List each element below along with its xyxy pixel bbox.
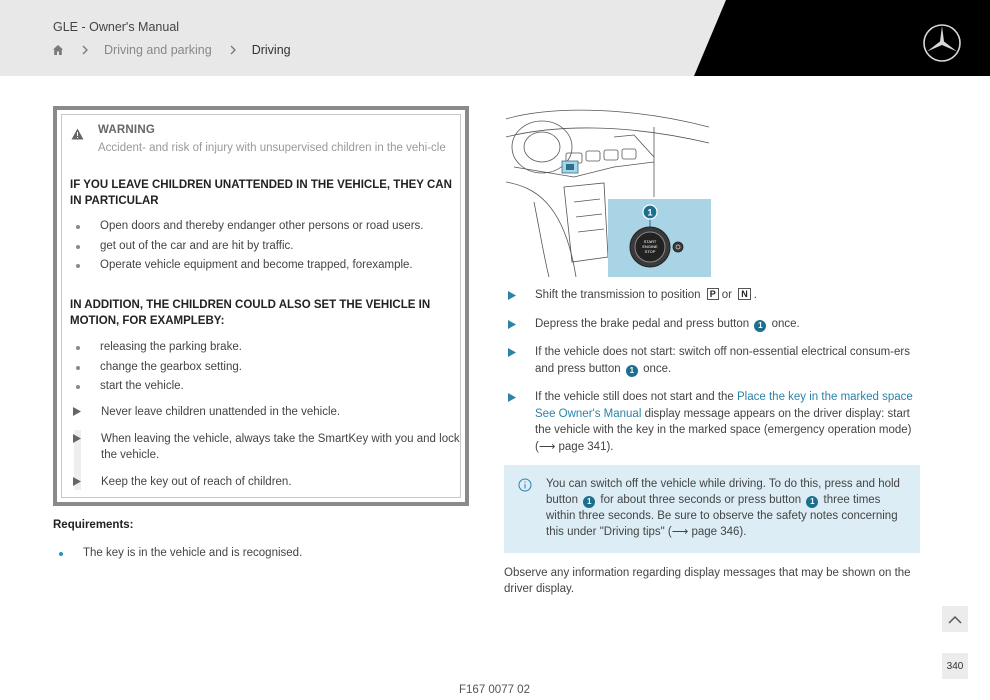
- chevron-up-icon: [948, 615, 962, 624]
- breadcrumb-driving: Driving: [251, 43, 291, 57]
- page-header: [0, 0, 990, 76]
- warning-steps: [70, 404, 460, 501]
- arrow-right-icon: [73, 477, 81, 486]
- bullet-dot-icon: [76, 385, 80, 389]
- figure-callout: 1: [647, 207, 653, 218]
- warning-box: [53, 106, 469, 506]
- transmission-key-p: P: [707, 288, 719, 300]
- info-box: [504, 465, 920, 553]
- callout-number-icon: 1: [806, 496, 818, 508]
- warning-list-2: [70, 338, 460, 397]
- callout-number-icon: 1: [626, 365, 638, 377]
- list-item: releasing the parking brake.: [70, 338, 460, 358]
- bullet-dot-icon: [59, 552, 63, 556]
- callout-number-icon: 1: [583, 496, 595, 508]
- bullet-dot-icon: [76, 245, 80, 249]
- warning-step: When leaving the vehicle, always take the SmartKey with you and lock the vehicle.: [70, 431, 460, 463]
- warning-title: WARNING: [98, 124, 155, 136]
- warning-triangle-icon: [71, 128, 84, 140]
- bullet-dot-icon: [76, 346, 80, 350]
- chevron-right-icon: [226, 43, 240, 57]
- button-label-engine: ENGINE: [642, 244, 658, 249]
- arrow-right-icon: [508, 291, 516, 300]
- bullet-dot-icon: [76, 225, 80, 229]
- warning-heading-2: IN ADDITION, THE CHILDREN COULD ALSO SET THE VEHICLE IN MOTION, FOR EXAMPLEBY:: [70, 299, 431, 327]
- list-item: The key is in the vehicle and is recognised.: [53, 544, 453, 564]
- button-label-stop: STOP: [644, 249, 656, 254]
- instruction-step: Shift the transmission to position P or N .: [505, 287, 923, 304]
- observe-note: Observe any information regarding display messages that may be shown on the driver display.: [504, 567, 911, 595]
- warning-step: Keep the key out of reach of children.: [70, 474, 460, 490]
- figure-caption: F167 0077 02: [459, 684, 530, 696]
- requirements-title: Requirements:: [53, 519, 134, 531]
- arrow-right-icon: [508, 320, 516, 329]
- arrow-right-icon: [73, 407, 81, 416]
- breadcrumb-driving-and-parking[interactable]: Driving and parking: [104, 43, 212, 57]
- instruction-step: Depress the brake pedal and press button 1 once.: [505, 316, 923, 333]
- bullet-dot-icon: [76, 366, 80, 370]
- home-icon[interactable]: [52, 44, 64, 56]
- instruction-step: If the vehicle still does not start and the Place the key in the marked space See Owner's Manual display message appears on the driver display: start the vehicle with the key in the marked space (emergency operation mode) (⟶ page 341).: [505, 389, 923, 455]
- info-icon: [518, 478, 532, 492]
- requirements-list: [53, 544, 453, 564]
- instruction-step: If the vehicle does not start: switch off non-essential electrical consum-ers and press button 1 once.: [505, 344, 923, 377]
- dashboard-start-button-illustration: [504, 107, 711, 277]
- list-item: Open doors and thereby endanger other persons or road users.: [70, 217, 460, 237]
- list-item: change the gearbox setting.: [70, 358, 460, 378]
- document-title: GLE - Owner's Manual: [53, 20, 180, 34]
- warning-step: Never leave children unattended in the vehicle.: [70, 404, 460, 420]
- warning-subtitle: Accident- and risk of injury with unsupervised children in the vehi-cle: [98, 142, 446, 154]
- scroll-to-top-button[interactable]: [942, 606, 968, 632]
- info-text: You can switch off the vehicle while driving. To do this, press and hold button 1 for about three seconds or press button 1 three times within three seconds. Be sure to observe the safety notes concerning this under "Driving tips" (⟶ page 346).: [546, 478, 900, 538]
- arrow-right-icon: [73, 434, 81, 443]
- instruction-steps: [505, 287, 923, 467]
- arrow-right-icon: [508, 393, 516, 402]
- page-number-button[interactable]: 340: [942, 653, 968, 679]
- warning-heading-1: IF YOU LEAVE CHILDREN UNATTENDED IN THE VEHICLE, THEY CAN IN PARTICULAR: [70, 179, 452, 207]
- list-item: start the vehicle.: [70, 377, 460, 397]
- mercedes-star-logo[interactable]: [922, 23, 962, 63]
- warning-list-1: [70, 217, 460, 276]
- list-item: Operate vehicle equipment and become trapped, forexample.: [70, 256, 460, 276]
- button-label-start: START: [643, 239, 657, 244]
- breadcrumb: [52, 42, 291, 58]
- callout-number-icon: 1: [754, 320, 766, 332]
- arrow-right-icon: [508, 348, 516, 357]
- display-message-link[interactable]: Place the key in the marked space See Owner's Manual: [535, 391, 913, 420]
- transmission-key-n: N: [738, 288, 751, 300]
- chevron-right-icon: [78, 43, 92, 57]
- list-item: get out of the car and are hit by traffic.: [70, 237, 460, 257]
- bullet-dot-icon: [76, 264, 80, 268]
